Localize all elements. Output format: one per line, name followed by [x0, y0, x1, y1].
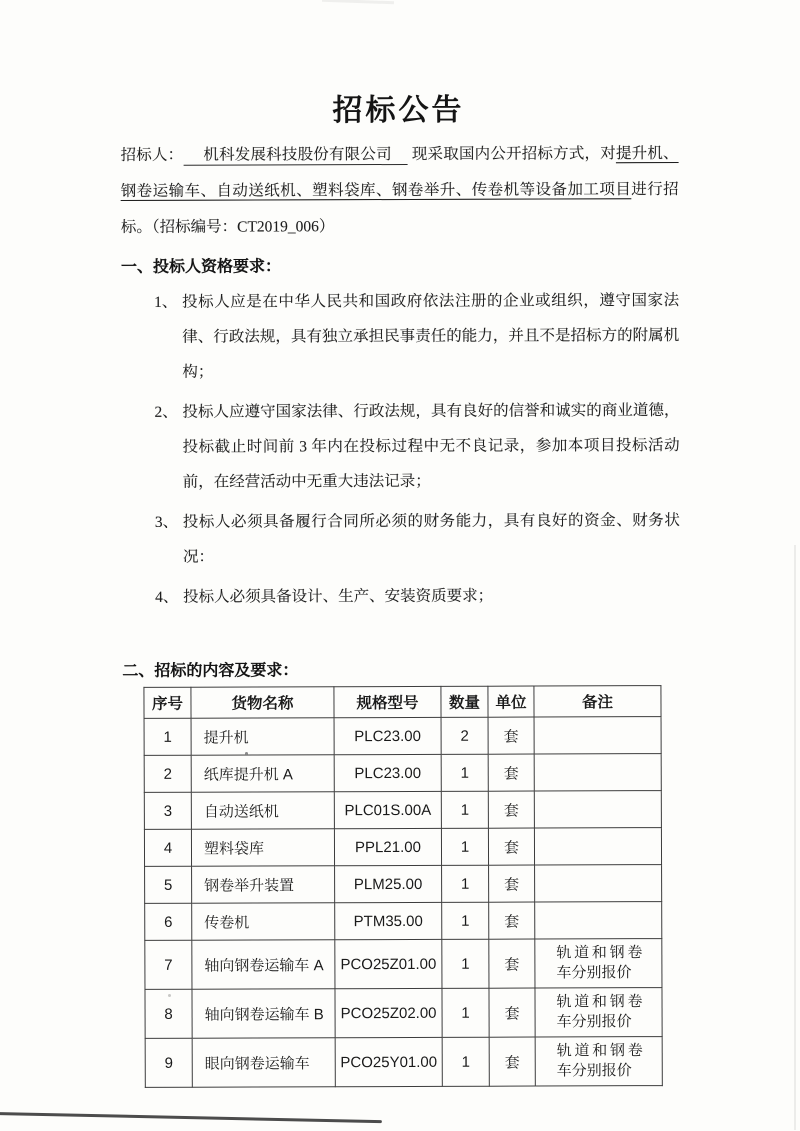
cell-goods-name: 轴向钢卷运输车 B [192, 989, 335, 1038]
item-text: 投标人应遵守国家法律、行政法规，具有良好的信誉和诚实的商业道德，投标截止时间前 3 年内在投标过程中无不良记录，参加本项目投标活动前，在经营活动中无重大违法记录； [182, 402, 680, 491]
cell-quantity: 1 [442, 865, 489, 902]
cell-unit: 套 [488, 754, 534, 791]
column-header-quantity: 数量 [441, 686, 488, 717]
table-row [144, 754, 661, 793]
tender-scope-underlined: 提升机、钢卷运输车、自动送纸机、塑料袋库、钢卷举升、传卷机等设备加工项目 [120, 145, 679, 200]
cell-seq: 9 [145, 1038, 192, 1087]
cell-unit: 套 [489, 939, 535, 988]
column-header-goods-name: 货物名称 [191, 687, 334, 718]
cell-remark: 轨道和钢卷车分别报价 [535, 939, 662, 988]
cell-model: PLC23.00 [334, 754, 441, 791]
cell-unit: 套 [488, 791, 534, 828]
cell-unit: 套 [489, 902, 535, 939]
table-row [145, 988, 662, 1039]
cell-quantity: 1 [442, 988, 489, 1037]
cell-seq: 3 [144, 792, 191, 829]
intro-middle-text: 现采取国内公开招标方式，对 [407, 145, 616, 163]
cell-goods-name: 轴向钢卷运输车 A [192, 940, 335, 989]
table-row [145, 1037, 662, 1088]
cell-quantity: 1 [441, 791, 488, 828]
cell-quantity: 1 [442, 1037, 489, 1086]
intro-paragraph [121, 136, 679, 246]
tenderer-company-name: 机科发展科技股份有限公司 [183, 146, 407, 166]
scan-speck [245, 752, 248, 755]
table-row [145, 902, 662, 941]
column-header-model: 规格型号 [334, 686, 441, 717]
cell-goods-name: 自动送纸机 [191, 792, 334, 829]
cell-seq: 8 [145, 989, 192, 1038]
list-item [155, 503, 680, 575]
cell-goods-name: 传卷机 [192, 903, 335, 940]
cell-unit: 套 [489, 865, 535, 902]
item-text: 投标人必须具备设计、生产、安装资质要求； [183, 587, 494, 606]
cell-model: PLC01S.00A [334, 791, 441, 828]
column-header-remark: 备注 [534, 686, 661, 717]
column-header-unit: 单位 [488, 686, 534, 717]
item-text: 投标人必须具备履行合同所必须的财务能力，具有良好的资金、财务状况： [182, 512, 680, 566]
page-title: 招标公告 [332, 93, 465, 128]
table-row [144, 828, 661, 867]
cell-remark: 轨道和钢卷车分别报价 [535, 988, 662, 1037]
item-number: 3、 [154, 513, 179, 531]
cell-model: PTM35.00 [335, 902, 442, 939]
cell-quantity: 1 [442, 902, 489, 939]
cell-unit: 套 [488, 717, 534, 754]
tenderer-label: 招标人： [120, 146, 184, 164]
table-header-row [144, 686, 661, 719]
cell-quantity: 2 [441, 717, 488, 754]
cell-unit: 套 [489, 988, 535, 1037]
cell-seq: 1 [144, 718, 191, 755]
section2-heading: 二、招标的内容及要求： [122, 662, 299, 680]
cell-seq: 7 [145, 940, 192, 989]
table-row [145, 865, 662, 904]
cell-quantity: 1 [441, 828, 488, 865]
cell-seq: 6 [145, 903, 192, 940]
goods-table [143, 685, 662, 1088]
cell-model: PCO25Z02.00 [335, 988, 442, 1037]
cell-model: PCO25Y01.00 [335, 1037, 442, 1086]
column-header-seq: 序号 [144, 687, 191, 718]
table-row [144, 791, 661, 830]
scan-speck [168, 994, 171, 997]
scan-edge-line [794, 545, 796, 1130]
cell-seq: 2 [144, 755, 191, 792]
item-number: 4、 [155, 588, 179, 606]
item-number: 1、 [154, 293, 178, 311]
section1-heading: 一、投标人资格要求： [120, 258, 282, 276]
cell-unit: 套 [489, 1037, 535, 1086]
cell-model: PLM25.00 [335, 865, 442, 902]
intro-tail-text: 进行招标。（招标编号： [120, 181, 679, 236]
cell-goods-name: 眼向钢卷运输车 [192, 1038, 335, 1087]
cell-unit: 套 [488, 828, 534, 865]
table-row [145, 939, 662, 990]
list-item [154, 393, 679, 500]
cell-remark [535, 865, 662, 902]
cell-seq: 5 [145, 866, 192, 903]
tender-number: CT2019_006） [237, 218, 335, 236]
cell-remark [534, 791, 661, 828]
item-number: 2、 [154, 403, 178, 421]
cell-goods-name: 钢卷举升装置 [192, 866, 335, 903]
list-item [154, 283, 679, 390]
cell-remark: 轨道和钢卷车分别报价 [535, 1037, 662, 1086]
table-row [144, 717, 661, 756]
cell-remark [535, 902, 662, 939]
cell-remark [534, 828, 661, 865]
item-text: 投标人应是在中华人民共和国政府依法注册的企业或组织，遵守国家法律、行政法规，具有独立承担民事责任的能力，并且不是招标方的附属机构； [182, 292, 680, 381]
cell-model: PPL21.00 [334, 828, 441, 865]
cell-quantity: 1 [442, 939, 489, 988]
list-item [155, 578, 680, 615]
qualification-requirements-list [154, 283, 680, 615]
cell-remark [534, 754, 661, 791]
cell-model: PLC23.00 [334, 717, 441, 754]
cell-quantity: 1 [441, 754, 488, 791]
cell-remark [534, 717, 661, 754]
cell-model: PCO25Z01.00 [335, 939, 442, 988]
cell-seq: 4 [144, 829, 191, 866]
cell-goods-name: 纸库提升机 A [191, 755, 334, 792]
cell-goods-name: 提升机 [191, 718, 334, 755]
cell-goods-name: 塑料袋库 [191, 829, 334, 866]
